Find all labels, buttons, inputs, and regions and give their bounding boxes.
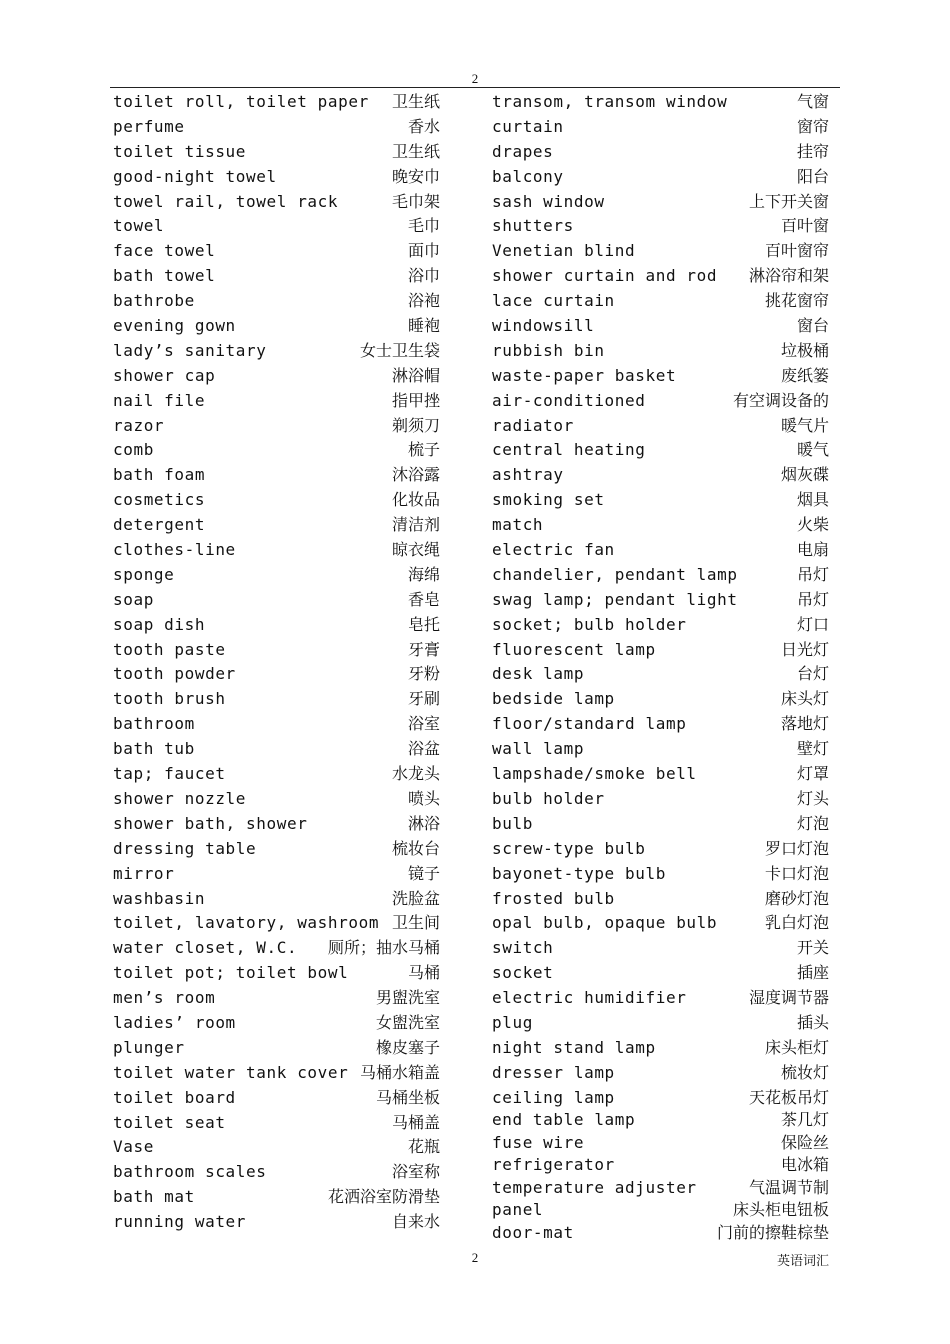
english-term: windowsill [492,316,595,336]
vocab-entry [113,786,440,811]
english-term: ceiling lamp [492,1087,615,1107]
vocab-entry [492,686,829,711]
chinese-term: 香水 [407,116,440,136]
english-term: evening gown [113,316,236,336]
chinese-term: 花洒浴室防滑垫 [327,1187,440,1207]
english-term: transom, transom window [492,92,728,111]
vocab-entry [492,960,829,985]
english-term: dressing table [113,838,257,858]
vocab-entry [492,164,829,189]
chinese-term: 女盥洗室 [375,1012,440,1032]
chinese-term: 日光灯 [780,639,829,659]
vocab-entry [113,761,440,786]
english-term: waste-paper basket [492,365,677,385]
english-term: tooth powder [113,664,236,684]
vocab-entry [492,114,829,139]
chinese-term: 毛巾 [407,216,440,236]
vocab-entry [113,612,440,637]
vocab-entry [492,487,829,512]
vocab-entry [492,537,829,562]
english-term: toilet, lavatory, washroom [113,913,380,933]
chinese-term: 吊灯 [796,564,829,584]
english-term: shower cap [113,365,216,385]
chinese-term: 毛巾架 [391,191,440,211]
vocab-entry [492,1197,829,1220]
vocab-entry [492,562,829,587]
english-term: men’s room [113,988,216,1008]
chinese-term: 磨砂灯泡 [764,888,829,908]
chinese-term: 花瓶 [407,1137,440,1157]
vocab-entry [492,1085,829,1108]
chinese-term: 保险丝 [780,1132,829,1152]
vocab-entry [492,985,829,1010]
chinese-term: 牙膏 [407,639,440,659]
vocab-entry [113,1085,440,1110]
vocab-entry [113,910,440,935]
vocab-entry [492,786,829,811]
english-term: lace curtain [492,291,615,311]
english-term: toilet board [113,1087,236,1107]
chinese-term: 浴室称 [391,1162,440,1182]
english-term: bathroom scales [113,1162,267,1182]
english-term: face towel [113,241,216,261]
chinese-term: 马桶水箱盖 [359,1062,440,1082]
chinese-term: 百叶窗帘 [764,241,829,261]
english-term: bathrobe [113,291,195,311]
chinese-term: 湿度调节器 [748,988,829,1008]
vocab-entry [492,263,829,288]
english-term: soap dish [113,614,206,634]
vocab-entry [113,1184,440,1209]
chinese-term: 晚安巾 [391,166,440,186]
english-term: towel [113,216,165,236]
vocab-entry [113,1159,440,1184]
chinese-term: 卫生纸 [391,141,440,161]
english-term: lampshade/smoke bell [492,764,697,784]
english-term: perfume [113,116,185,136]
chinese-term: 灯罩 [796,764,829,784]
english-term: sash window [492,191,605,211]
english-term: tooth brush [113,689,226,709]
english-term: towel rail, towel rack [113,191,339,211]
chinese-term: 沐浴露 [391,465,440,485]
vocab-entry [113,661,440,686]
vocab-entry [113,437,440,462]
vocab-entry [113,861,440,886]
english-term: toilet roll, toilet paper [113,92,369,111]
chinese-term: 插座 [796,963,829,983]
chinese-term: 香皂 [407,589,440,609]
english-term: shower curtain and rod [492,266,718,286]
vocab-entry [492,1060,829,1085]
vocab-entry [492,363,829,388]
chinese-term: 自来水 [391,1212,440,1232]
vocab-entry [113,1110,440,1135]
chinese-term: 百叶窗 [780,216,829,236]
chinese-term: 床头柜灯 [764,1037,829,1057]
vocab-entry [113,1035,440,1060]
english-term: end table lamp [492,1110,636,1130]
vocab-entry [492,861,829,886]
vocab-entry [492,736,829,761]
english-term: shower nozzle [113,788,247,808]
chinese-term: 挂帘 [796,141,829,161]
english-term: door-mat [492,1222,574,1242]
vocab-entry [492,811,829,836]
chinese-term: 剃须刀 [391,415,440,435]
chinese-term: 灯头 [796,788,829,808]
vocab-entry [113,413,440,438]
english-term: floor/standard lamp [492,714,687,734]
vocab-entry [492,462,829,487]
english-term: screw-type bulb [492,838,646,858]
chinese-term: 厕所；抽水马桶 [327,938,440,958]
vocab-entry [492,1107,829,1130]
chinese-term: 水龙头 [391,764,440,784]
chinese-term: 电冰箱 [780,1155,829,1175]
chinese-term: 卫生间 [391,913,440,933]
english-term: clothes-line [113,540,236,560]
chinese-term: 烟具 [796,490,829,510]
english-term: toilet tissue [113,141,247,161]
chinese-term: 插头 [796,1012,829,1032]
english-term: shower bath, shower [113,813,308,833]
chinese-term: 垃极桶 [780,340,829,360]
vocab-entry [492,1152,829,1175]
english-term: opal bulb, opaque bulb [492,913,718,933]
vocab-entry [113,487,440,512]
english-term: cosmetics [113,490,206,510]
vocab-entry [113,114,440,139]
vocab-entry [113,1060,440,1085]
english-term: plunger [113,1037,185,1057]
vocab-entry [492,935,829,960]
chinese-term: 牙刷 [407,689,440,709]
english-term: switch [492,938,554,958]
english-term: air-conditioned [492,390,646,410]
vocab-entry [492,512,829,537]
english-term: match [492,515,544,535]
english-term: temperature adjuster [492,1177,697,1197]
chinese-term: 马桶 [407,963,440,983]
english-term: night stand lamp [492,1037,656,1057]
chinese-term: 皂托 [407,614,440,634]
chinese-term: 台灯 [796,664,829,684]
vocab-entry [113,1209,440,1234]
vocab-entry [113,313,440,338]
english-term: bathroom [113,714,195,734]
chinese-term: 梳妆灯 [780,1062,829,1082]
vocab-entry [492,288,829,313]
english-term: swag lamp; pendant light [492,589,738,609]
vocab-entry [113,388,440,413]
chinese-term: 门前的擦鞋棕垫 [716,1222,829,1242]
vocab-entry [492,388,829,413]
chinese-term: 气窗 [796,92,829,111]
english-term: smoking set [492,490,605,510]
chinese-term: 化妆品 [391,490,440,510]
chinese-term: 火柴 [796,515,829,535]
english-term: bath tub [113,739,195,759]
english-term: ladies’ room [113,1012,236,1032]
vocab-entry [492,711,829,736]
chinese-term: 罗口灯泡 [764,838,829,858]
chinese-term: 有空调设备的 [732,390,829,410]
english-term: bath towel [113,266,216,286]
chinese-term: 阳台 [796,166,829,186]
english-term: electric humidifier [492,988,687,1008]
vocab-entry [113,238,440,263]
chinese-term: 暖气片 [780,415,829,435]
english-term: bedside lamp [492,689,615,709]
vocab-entry [113,1010,440,1035]
english-term: toilet seat [113,1112,226,1132]
english-term: bayonet-type bulb [492,863,666,883]
english-term: water closet, W.C. [113,938,298,958]
english-term: good-night towel [113,166,277,186]
chinese-term: 指甲挫 [391,390,440,410]
english-term: socket [492,963,554,983]
chinese-term: 废纸篓 [780,365,829,385]
english-term: bath foam [113,465,206,485]
chinese-term: 暖气 [796,440,829,460]
chinese-term: 茶几灯 [780,1110,829,1130]
english-term: mirror [113,863,175,883]
vocab-entry [113,189,440,214]
chinese-term: 浴袍 [407,291,440,311]
chinese-term: 上下开关窗 [748,191,829,211]
vocab-entry [113,562,440,587]
chinese-term: 睡袍 [407,316,440,336]
chinese-term: 橡皮塞子 [375,1037,440,1057]
english-term: panel [492,1200,544,1220]
vocab-entry [492,1035,829,1060]
chinese-term: 挑花窗帘 [764,291,829,311]
chinese-term: 浴巾 [407,266,440,286]
english-term: drapes [492,141,554,161]
chinese-term: 吊灯 [796,589,829,609]
english-term: lady’s sanitary [113,340,267,360]
english-term: refrigerator [492,1155,615,1175]
vocab-entry [492,1010,829,1035]
vocab-entry [492,661,829,686]
vocab-entry [113,736,440,761]
chinese-term: 灯泡 [796,813,829,833]
vocab-entry [113,89,440,114]
english-term: Venetian blind [492,241,636,261]
english-term: bulb holder [492,788,605,808]
chinese-term: 牙粉 [407,664,440,684]
chinese-term: 海绵 [407,564,440,584]
vocab-entry [113,811,440,836]
vocab-entry [492,139,829,164]
vocab-entry [492,313,829,338]
chinese-term: 电扇 [796,540,829,560]
chinese-term: 开关 [796,938,829,958]
english-term: tooth paste [113,639,226,659]
english-term: shutters [492,216,574,236]
vocab-entry [492,910,829,935]
chinese-term: 清洁剂 [391,515,440,535]
english-term: Vase [113,1137,154,1157]
chinese-term: 男盥洗室 [375,988,440,1008]
vocab-entry [492,338,829,363]
vocab-entry [492,886,829,911]
footer-page-number: 2 [471,1250,479,1265]
vocab-entry [113,587,440,612]
english-term: fluorescent lamp [492,639,656,659]
vocab-entry [113,637,440,662]
english-term: toilet pot; toilet bowl [113,963,349,983]
english-term: washbasin [113,888,206,908]
english-term: plug [492,1012,533,1032]
vocab-entry [492,637,829,662]
header-rule [110,87,840,88]
english-term: desk lamp [492,664,585,684]
vocab-entry [113,512,440,537]
english-term: rubbish bin [492,340,605,360]
vocab-entry [492,413,829,438]
chinese-term: 床头灯 [780,689,829,709]
english-term: soap [113,589,154,609]
vocab-entry [492,761,829,786]
vocab-entry [492,1130,829,1153]
chinese-term: 天花板吊灯 [748,1087,829,1107]
english-term: balcony [492,166,564,186]
chinese-term: 梳妆台 [391,838,440,858]
vocab-entry [492,836,829,861]
chinese-term: 乳白灯泡 [764,913,829,933]
chinese-term: 烟灰碟 [780,465,829,485]
vocab-entry [113,537,440,562]
chinese-term: 女士卫生袋 [359,340,440,360]
english-term: ashtray [492,465,564,485]
chinese-term: 落地灯 [780,714,829,734]
english-term: detergent [113,515,206,535]
english-term: curtain [492,116,564,136]
vocab-entry [113,960,440,985]
chinese-term: 镜子 [407,863,440,883]
chinese-term: 淋浴 [407,813,440,833]
vocab-entry [492,89,829,114]
chinese-term: 淋浴帘和架 [748,266,829,286]
footer-label: 英语词汇 [776,1254,829,1269]
vocab-entry [113,686,440,711]
english-term: chandelier, pendant lamp [492,564,738,584]
chinese-term: 马桶盖 [391,1112,440,1132]
vocab-entry [113,1134,440,1159]
vocab-entry [113,711,440,736]
chinese-term: 窗台 [796,316,829,336]
vocab-entry [113,213,440,238]
chinese-term: 浴盆 [407,739,440,759]
english-term: bulb [492,813,533,833]
vocab-entry [492,587,829,612]
english-term: sponge [113,564,175,584]
vocab-entry [113,363,440,388]
english-term: wall lamp [492,739,585,759]
english-term: frosted bulb [492,888,615,908]
vocab-column-left [113,89,440,1234]
english-term: running water [113,1212,247,1232]
vocab-entry [113,288,440,313]
vocab-entry [492,612,829,637]
vocab-entry [492,1175,829,1198]
chinese-term: 梳子 [407,440,440,460]
vocab-entry [113,139,440,164]
chinese-term: 洗脸盆 [391,888,440,908]
chinese-term: 马桶坐板 [375,1087,440,1107]
vocab-entry [113,935,440,960]
chinese-term: 面巾 [407,241,440,261]
vocab-entry [113,338,440,363]
vocab-entry [113,985,440,1010]
english-term: fuse wire [492,1132,585,1152]
vocab-entry [113,462,440,487]
chinese-term: 卡口灯泡 [764,863,829,883]
english-term: dresser lamp [492,1062,615,1082]
vocab-entry [113,263,440,288]
english-term: bath mat [113,1187,195,1207]
vocab-entry [113,164,440,189]
chinese-term: 灯口 [796,614,829,634]
vocab-entry [492,189,829,214]
chinese-term: 壁灯 [796,739,829,759]
chinese-term: 浴室 [407,714,440,734]
english-term: razor [113,415,165,435]
header-page-number: 2 [471,71,479,86]
english-term: radiator [492,415,574,435]
chinese-term: 卫生纸 [391,92,440,111]
english-term: nail file [113,390,206,410]
english-term: central heating [492,440,646,460]
chinese-term: 晾衣绳 [391,540,440,560]
chinese-term: 床头柜电钮板 [732,1200,829,1220]
chinese-term: 淋浴帽 [391,365,440,385]
vocab-entry [492,238,829,263]
chinese-term: 窗帘 [796,116,829,136]
vocab-entry [492,437,829,462]
english-term: socket; bulb holder [492,614,687,634]
vocab-entry [113,886,440,911]
english-term: electric fan [492,540,615,560]
english-term: toilet water tank cover [113,1062,349,1082]
english-term: comb [113,440,154,460]
vocab-entry [492,1220,829,1243]
chinese-term: 喷头 [407,788,440,808]
chinese-term: 气温调节制 [748,1177,829,1197]
vocab-column-right [492,89,829,1242]
vocab-entry [492,213,829,238]
english-term: tap; faucet [113,764,226,784]
vocab-entry [113,836,440,861]
